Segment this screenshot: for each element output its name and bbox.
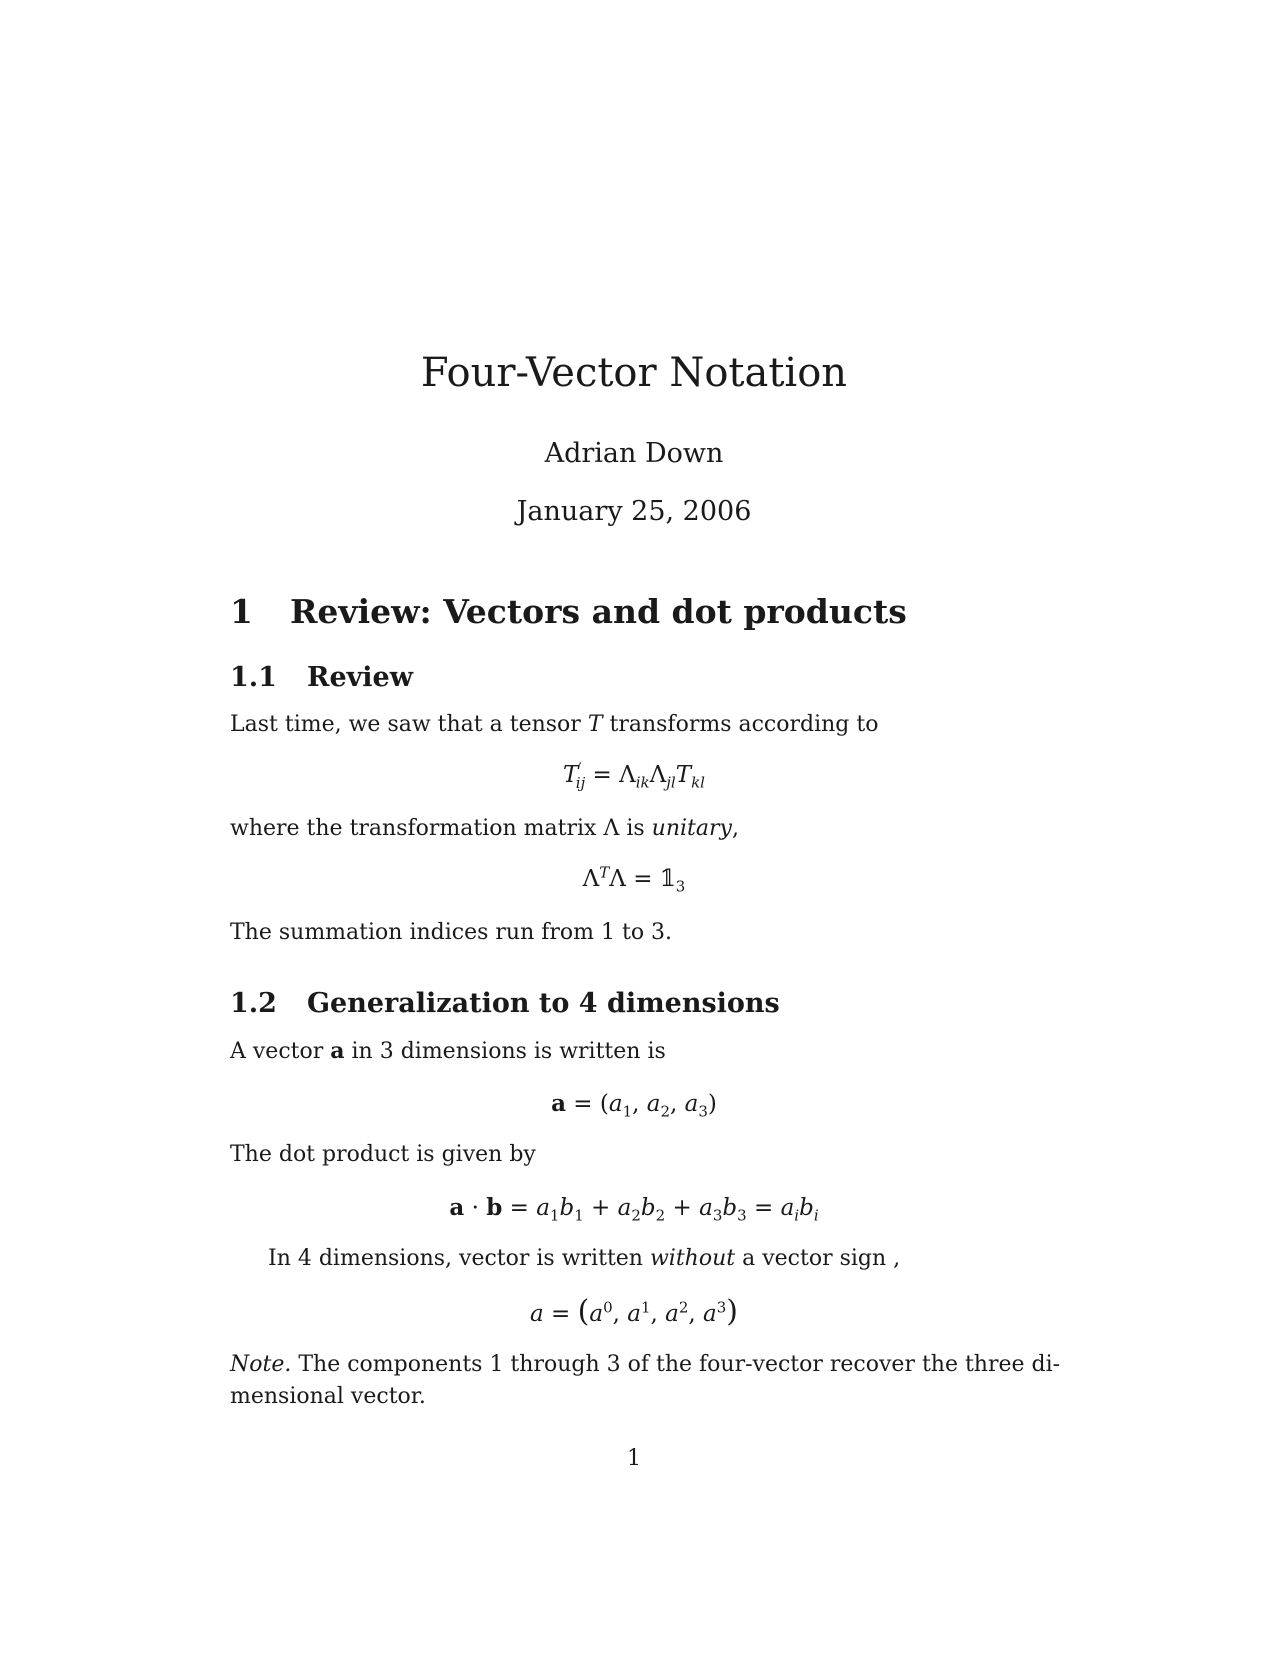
subsection-title: Generalization to 4 dimensions xyxy=(307,988,780,1019)
page-number: 1 xyxy=(627,1446,641,1471)
subsection-title: Review xyxy=(307,662,413,693)
subsection-1-1-heading xyxy=(230,662,413,693)
equation-unitary: $\Lambda^T\Lambda$ = $𝟙_3$ xyxy=(582,863,686,896)
section-1-heading xyxy=(230,592,907,631)
paragraph-3d-vector: A vector a in 3 dimensions is written is xyxy=(230,1038,666,1064)
paper-title: Four-Vector Notation xyxy=(420,350,848,396)
equation-3d-vector: $a = (a_1$, $a_2$, $a_3$) xyxy=(551,1090,717,1121)
paragraph-tensor: Last time, we saw that a tensor T transforms according to xyxy=(230,712,879,737)
subsection-number: 1.2 xyxy=(230,988,277,1019)
note-label: Note. xyxy=(230,1352,292,1377)
equation-dot-product: $a \cdot b = a_1b_1 + a_2b_2 + a_3b_3 = a_ib_i$ xyxy=(449,1194,819,1225)
paragraph-summation: The summation indices run from 1 to 3. xyxy=(230,920,673,945)
note-paragraph-continued: mensional vector. xyxy=(230,1384,426,1409)
paper-date: January 25, 2006 xyxy=(516,496,752,527)
paper-author: Adrian Down xyxy=(544,438,724,469)
note-paragraph: Note. The components 1 through 3 of the four-vector recover the three di- xyxy=(230,1352,1061,1377)
section-number: 1 xyxy=(230,592,253,631)
subsection-1-2-heading xyxy=(230,988,780,1019)
subsection-number: 1.1 xyxy=(230,662,277,693)
paragraph-unitary: where the transformation matrix Λ is unitary, xyxy=(230,816,739,841)
paragraph-dot-product: The dot product is given by xyxy=(230,1142,536,1167)
equation-4d-vector: $a = (a^0$, $a^1$, $a^2$, $a^3$) xyxy=(530,1294,738,1329)
paragraph-4d-vector: In 4 dimensions, vector is written without a vector sign , xyxy=(268,1246,901,1271)
section-title: Review: Vectors and dot products xyxy=(290,592,907,631)
equation-tensor-transform: $T'_{ij} = \Lambda_{ik}\Lambda_{jl}T_{kl}$ xyxy=(563,759,705,792)
